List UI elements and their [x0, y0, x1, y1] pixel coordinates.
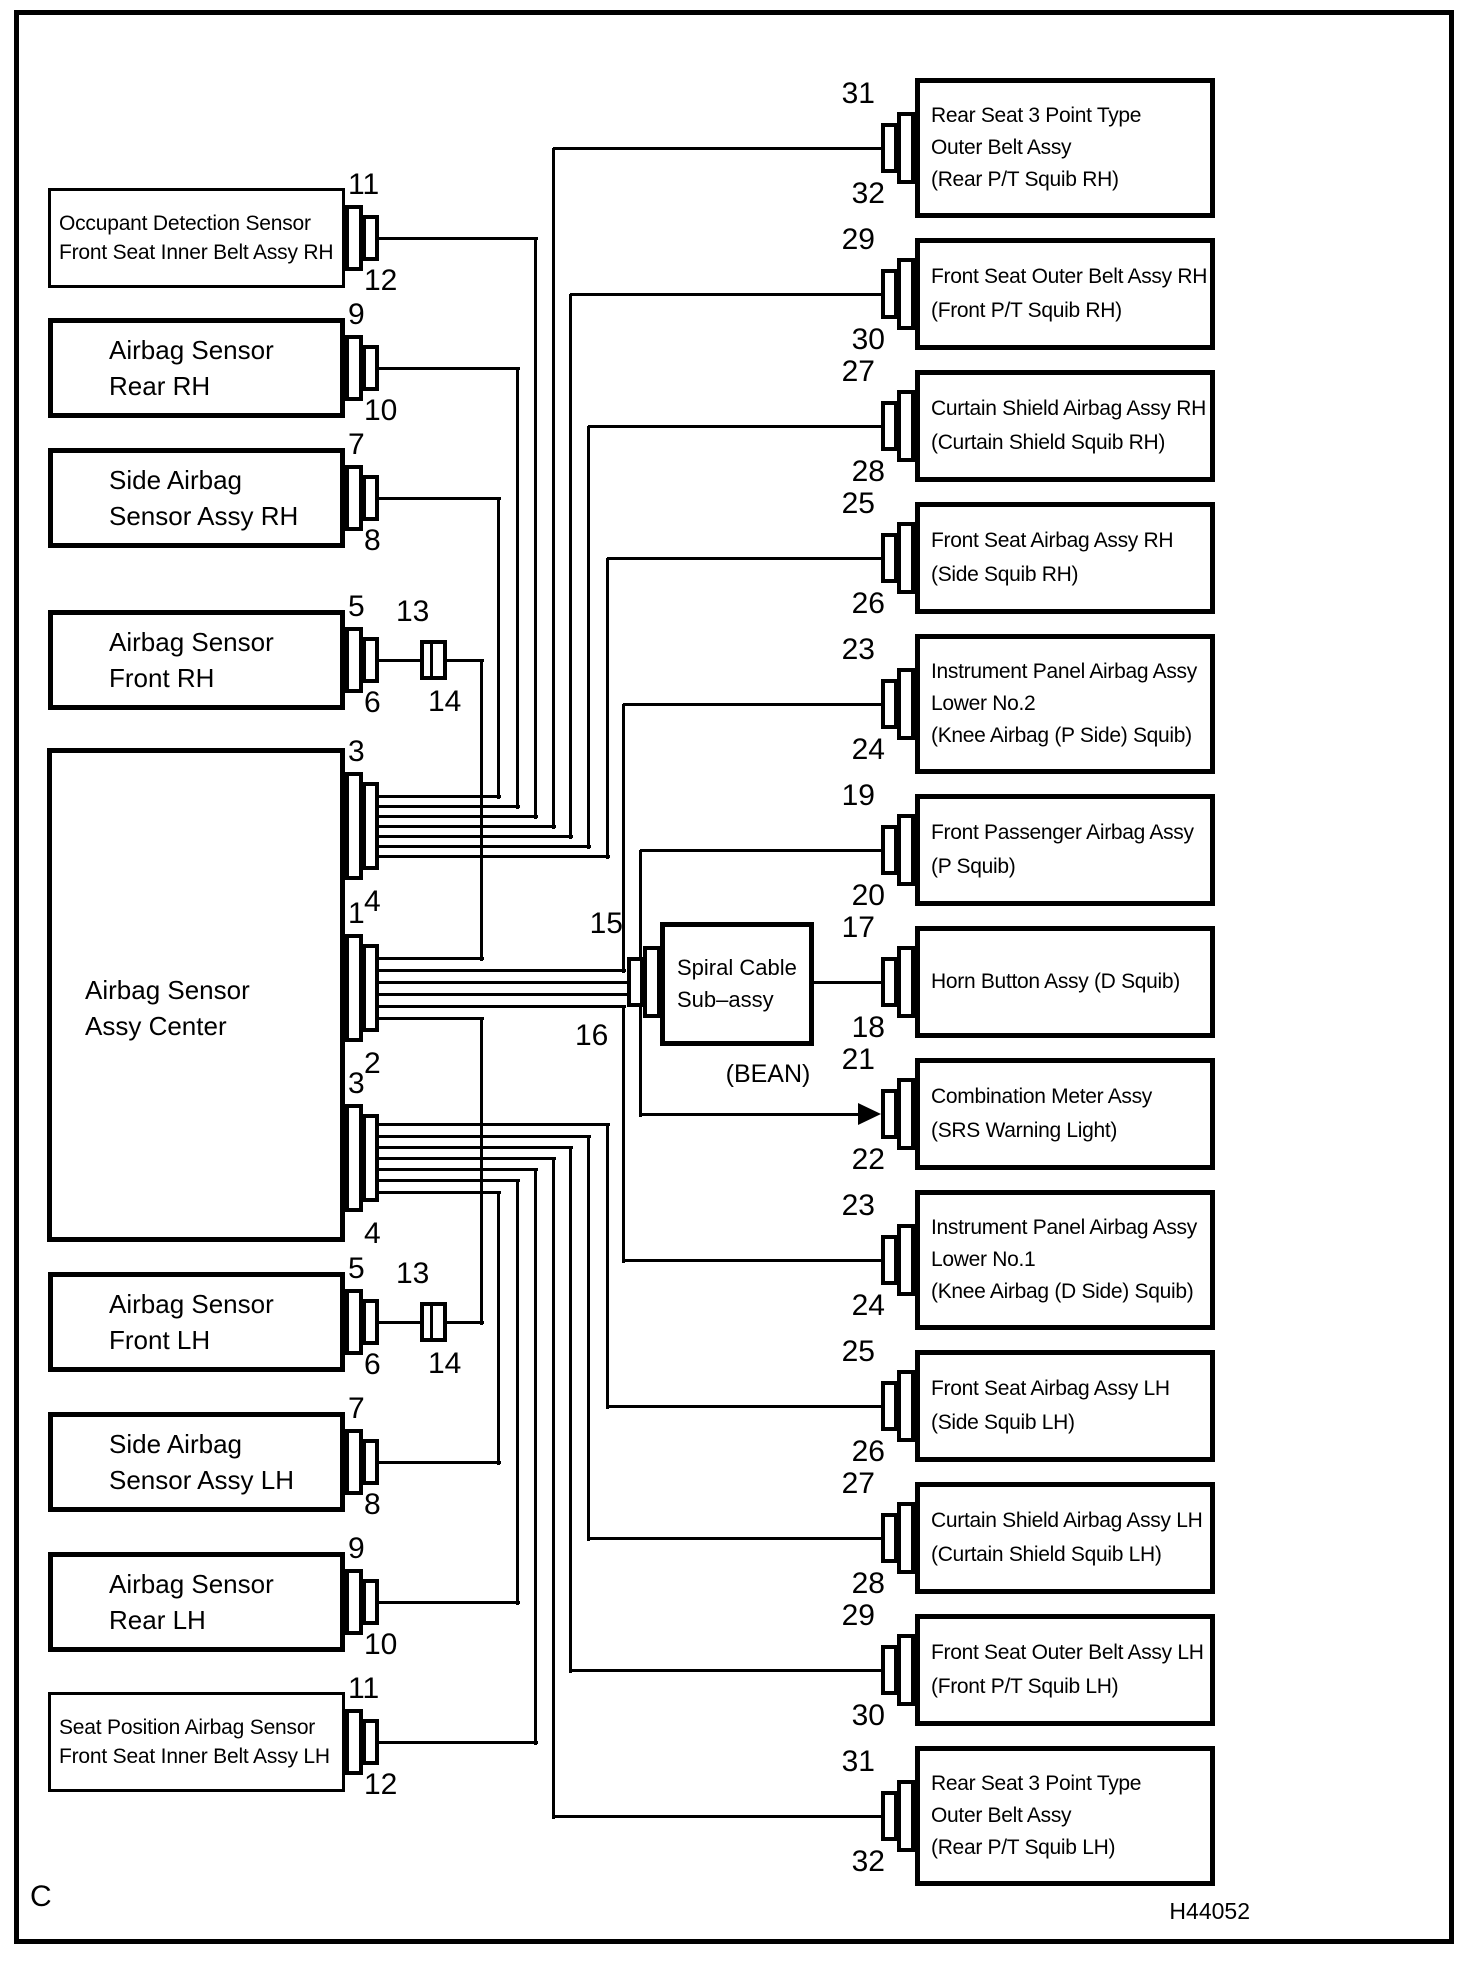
connector-num-30-front-seat-outer-belt-assy-lh: 30 [851, 1699, 885, 1732]
wire-side-sensor-lh [378, 1191, 501, 1194]
connector-tab-outer-airbag-sensor-rear-rh [362, 345, 379, 391]
wire-front-belt-squib-lh [378, 1146, 573, 1149]
occupant-detection-sensor-front-seat-inner-belt-rh-label: Front Seat Inner Belt Assy RH [59, 241, 334, 264]
side-airbag-sensor-assy-rh-label: Side Airbag [109, 465, 242, 495]
wire-occupant-rh [534, 238, 537, 819]
connector-tab-outer-instrument-panel-airbag-assy-lower-no2 [881, 679, 898, 729]
rear-seat-3-point-outer-belt-assy-lh-label: Outer Belt Assy [931, 1804, 1072, 1827]
connector-tab-rear-seat-3-point-outer-belt-assy-rh [897, 112, 915, 184]
connector-tab-airbag-sensor-rear-lh [345, 1569, 363, 1635]
connector-tab-front-seat-airbag-assy-rh [897, 522, 915, 594]
rear-seat-3-point-outer-belt-assy-lh-label: Rear Seat 3 Point Type [931, 1772, 1142, 1795]
connector-num-11-occupant-detection-sensor-front-seat-inner-belt-rh: 11 [348, 168, 380, 201]
connector-num-3-center: 3 [348, 735, 365, 768]
spiral-cable-sub-assy-label: Sub–assy [677, 987, 774, 1012]
wire-side-sensor-rh [497, 498, 500, 799]
occupant-detection-sensor-front-seat-inner-belt-rh-label: Occupant Detection Sensor [59, 212, 311, 235]
airbag-sensor-rear-lh-label: Airbag Sensor [109, 1569, 274, 1599]
box-occupant-detection-sensor-front-seat-inner-belt-rh [48, 188, 345, 288]
connector-num-6-airbag-sensor-front-lh: 6 [364, 1348, 381, 1381]
connector-num-14-airbag-sensor-front-lh: 14 [428, 1347, 462, 1380]
rear-seat-3-point-outer-belt-assy-rh-label: Rear Seat 3 Point Type [931, 104, 1142, 127]
connector-num-7-side-airbag-sensor-assy-rh: 7 [348, 428, 365, 461]
wire-rear-seat-squib-rh [378, 825, 556, 828]
center-connector-tab-outer [362, 782, 379, 870]
wire-knee-d-squib [622, 1006, 625, 1263]
wire-knee-p-squib [623, 703, 884, 706]
connector-tab-front-seat-outer-belt-assy-rh [897, 258, 915, 330]
front-seat-airbag-assy-rh-label: (Side Squib RH) [931, 563, 1079, 586]
connector-tab-rear-seat-3-point-outer-belt-assy-lh [897, 1780, 915, 1852]
wire-front-sensor-lh-b [480, 1018, 483, 1325]
connector-num-13-airbag-sensor-front-rh: 13 [396, 595, 430, 628]
center-connector-tab [345, 934, 363, 1042]
connector-tab-outer-seat-position-airbag-sensor-front-seat-inner-belt-lh [362, 1719, 379, 1765]
box-airbag-sensor-rear-lh [48, 1552, 345, 1652]
combination-meter-assy-label: Combination Meter Assy [931, 1085, 1152, 1108]
connector-num-16-spiral: 16 [575, 1019, 609, 1052]
curtain-shield-airbag-assy-rh-label: (Curtain Shield Squib RH) [931, 431, 1166, 454]
wire-seat-position-lh [378, 1168, 538, 1171]
airbag-sensor-assy-center-label: Assy Center [85, 1011, 227, 1041]
airbag-sensor-assy-center-label: Airbag Sensor [85, 975, 250, 1005]
spiral-cable-sub-assy-label: Spiral Cable [677, 955, 797, 980]
center-connector-tab-outer [362, 1114, 379, 1202]
airbag-sensor-rear-lh-label: Rear LH [109, 1605, 206, 1635]
inline-connector-divider [430, 642, 433, 678]
inline-connector-divider [430, 1304, 433, 1340]
wire-rear-sensor-lh [378, 1601, 520, 1604]
connector-num-32-rear-seat-3-point-outer-belt-assy-lh: 32 [851, 1845, 885, 1878]
connector-num-24-instrument-panel-airbag-assy-lower-no2: 24 [851, 733, 885, 766]
box-rear-seat-3-point-outer-belt-assy-rh [915, 78, 1215, 218]
connector-tab-front-seat-outer-belt-assy-lh [897, 1634, 915, 1706]
wire-knee-d-squib [378, 1005, 626, 1008]
connector-tab-instrument-panel-airbag-assy-lower-no2 [897, 668, 915, 740]
connector-tab-front-passenger-airbag-assy [897, 814, 915, 886]
connector-num-10-airbag-sensor-rear-lh: 10 [364, 1628, 398, 1661]
connector-tab-airbag-sensor-front-lh [345, 1289, 363, 1355]
wire-spiral-to-horn [814, 981, 884, 984]
connector-num-24-instrument-panel-airbag-assy-lower-no1: 24 [851, 1289, 885, 1322]
box-front-seat-outer-belt-assy-lh [915, 1614, 1215, 1726]
wire-side-squib-lh [378, 1123, 610, 1126]
connector-tab-outer-airbag-sensor-rear-lh [362, 1579, 379, 1625]
wire-curtain-squib-lh [378, 1135, 591, 1138]
connector-num-28-curtain-shield-airbag-assy-lh: 28 [851, 1567, 885, 1600]
wire-knee-p-squib [378, 969, 626, 972]
connector-num-26-front-seat-airbag-assy-rh: 26 [851, 587, 885, 620]
front-seat-outer-belt-assy-lh-label: (Front P/T Squib LH) [931, 1675, 1119, 1698]
connector-num-1-center: 1 [348, 897, 365, 930]
connector-tab-front-seat-airbag-assy-lh [897, 1370, 915, 1442]
connector-tab-outer-airbag-sensor-front-lh [362, 1299, 379, 1345]
instrument-panel-airbag-assy-lower-no2-label: Lower No.2 [931, 692, 1036, 715]
box-airbag-sensor-front-rh [48, 610, 345, 710]
connector-tab-outer-front-seat-airbag-assy-lh [881, 1381, 898, 1431]
wire-curtain-squib-lh [587, 1136, 590, 1541]
corner-label: C [30, 1880, 52, 1913]
connector-num-7-side-airbag-sensor-assy-lh: 7 [348, 1392, 365, 1425]
connector-tab-side-airbag-sensor-assy-lh [345, 1429, 363, 1495]
wire-front-belt-squib-rh [569, 294, 572, 839]
connector-num-18-horn-button-assy: 18 [851, 1011, 885, 1044]
box-airbag-sensor-rear-rh [48, 318, 345, 418]
connector-num-10-airbag-sensor-rear-rh: 10 [364, 394, 398, 427]
connector-num-9-airbag-sensor-rear-rh: 9 [348, 298, 365, 331]
wire-rear-seat-squib-rh [552, 148, 555, 829]
connector-tab-spiral-cable-sub-assy [643, 946, 661, 1018]
connector-tab-outer-curtain-shield-airbag-assy-lh [881, 1513, 898, 1563]
horn-button-assy-label: Horn Button Assy (D Squib) [931, 970, 1180, 993]
wire-rear-sensor-lh [516, 1180, 519, 1605]
connector-num-31-rear-seat-3-point-outer-belt-assy-lh: 31 [841, 1745, 875, 1778]
wire-rear-sensor-rh [378, 367, 520, 370]
connector-num-29-front-seat-outer-belt-assy-lh: 29 [841, 1599, 875, 1632]
box-combination-meter-assy [915, 1058, 1215, 1170]
connector-num-19-front-passenger-airbag-assy: 19 [841, 779, 875, 812]
connector-num-22-combination-meter-assy: 22 [851, 1143, 885, 1176]
instrument-panel-airbag-assy-lower-no1-label: Lower No.1 [931, 1248, 1036, 1271]
connector-num-12-occupant-detection-sensor-front-seat-inner-belt-rh: 12 [364, 264, 398, 297]
connector-num-29-front-seat-outer-belt-assy-rh: 29 [841, 223, 875, 256]
connector-tab-outer-spiral-cable-sub-assy [627, 957, 644, 1007]
airbag-sensor-front-rh-label: Front RH [109, 663, 215, 693]
wire-front-belt-squib-lh [570, 1669, 884, 1672]
box-curtain-shield-airbag-assy-lh [915, 1482, 1215, 1594]
connector-tab-outer-rear-seat-3-point-outer-belt-assy-lh [881, 1791, 898, 1841]
connector-num-6-airbag-sensor-front-rh: 6 [364, 686, 381, 719]
wire-front-sensor-rh-b [480, 660, 483, 961]
connector-num-4-center: 4 [364, 885, 381, 918]
wire-side-squib-lh [606, 1124, 609, 1409]
connector-num-21-combination-meter-assy: 21 [841, 1043, 875, 1076]
box-instrument-panel-airbag-assy-lower-no2 [915, 634, 1215, 774]
connector-num-31-rear-seat-3-point-outer-belt-assy-rh: 31 [841, 77, 875, 110]
connector-tab-curtain-shield-airbag-assy-rh [897, 390, 915, 462]
airbag-sensor-rear-rh-label: Airbag Sensor [109, 335, 274, 365]
connector-num-25-front-seat-airbag-assy-rh: 25 [841, 487, 875, 520]
connector-tab-outer-side-airbag-sensor-assy-rh [362, 475, 379, 521]
wire-rear-seat-squib-lh [553, 1815, 884, 1818]
inline-connector-13-14-airbag-sensor-front-lh [420, 1302, 447, 1342]
curtain-shield-airbag-assy-lh-label: (Curtain Shield Squib LH) [931, 1543, 1162, 1566]
wire-rear-sensor-lh [378, 1179, 520, 1182]
connector-num-12-seat-position-airbag-sensor-front-seat-inner-belt-lh: 12 [364, 1768, 398, 1801]
box-rear-seat-3-point-outer-belt-assy-lh [915, 1746, 1215, 1886]
connector-num-5-airbag-sensor-front-lh: 5 [348, 1252, 365, 1285]
connector-num-3-center: 3 [348, 1067, 365, 1100]
connector-num-27-curtain-shield-airbag-assy-rh: 27 [841, 355, 875, 388]
wire-rear-seat-squib-lh [378, 1157, 556, 1160]
box-curtain-shield-airbag-assy-rh [915, 370, 1215, 482]
inline-connector-13-14-airbag-sensor-front-rh [420, 640, 447, 680]
wire-front-sensor-rh-b [447, 659, 484, 662]
instrument-panel-airbag-assy-lower-no1-label: (Knee Airbag (D Side) Squib) [931, 1280, 1194, 1303]
connector-num-23-instrument-panel-airbag-assy-lower-no1: 23 [841, 1189, 875, 1222]
seat-position-airbag-sensor-front-seat-inner-belt-lh-label: Seat Position Airbag Sensor [59, 1716, 316, 1739]
connector-tab-outer-rear-seat-3-point-outer-belt-assy-rh [881, 123, 898, 173]
front-passenger-airbag-assy-label: Front Passenger Airbag Assy [931, 821, 1194, 844]
bean-label: (BEAN) [725, 1060, 811, 1088]
connector-tab-outer-front-seat-airbag-assy-rh [881, 533, 898, 583]
box-instrument-panel-airbag-assy-lower-no1 [915, 1190, 1215, 1330]
box-front-passenger-airbag-assy [915, 794, 1215, 906]
front-seat-outer-belt-assy-lh-label: Front Seat Outer Belt Assy LH [931, 1641, 1204, 1664]
connector-num-9-airbag-sensor-rear-lh: 9 [348, 1532, 365, 1565]
connector-num-28-curtain-shield-airbag-assy-rh: 28 [851, 455, 885, 488]
box-horn-button-assy [915, 926, 1215, 1038]
connector-tab-outer-front-seat-outer-belt-assy-rh [881, 269, 898, 319]
connector-tab-airbag-sensor-rear-rh [345, 335, 363, 401]
center-connector-tab [345, 772, 363, 880]
side-airbag-sensor-assy-rh-label: Sensor Assy RH [109, 501, 299, 531]
wire-front-sensor-rh-a [378, 659, 423, 662]
connector-tab-outer-instrument-panel-airbag-assy-lower-no1 [881, 1235, 898, 1285]
wire-passenger-to-box [640, 849, 884, 852]
connector-tab-horn-button-assy [897, 946, 915, 1018]
connector-num-5-airbag-sensor-front-rh: 5 [348, 590, 365, 623]
airbag-sensor-front-lh-label: Airbag Sensor [109, 1289, 274, 1319]
wire-occupant-rh [378, 815, 538, 818]
connector-num-11-seat-position-airbag-sensor-front-seat-inner-belt-lh: 11 [348, 1672, 380, 1705]
front-seat-airbag-assy-lh-label: Front Seat Airbag Assy LH [931, 1377, 1170, 1400]
figure-id: H44052 [1169, 1898, 1250, 1924]
front-seat-airbag-assy-rh-label: Front Seat Airbag Assy RH [931, 529, 1174, 552]
connector-tab-instrument-panel-airbag-assy-lower-no1 [897, 1224, 915, 1296]
wire-curtain-squib-rh [588, 425, 884, 428]
wire-side-sensor-rh [378, 795, 501, 798]
wire-seat-position-lh [534, 1169, 537, 1745]
seat-position-airbag-sensor-front-seat-inner-belt-lh-label: Front Seat Inner Belt Assy LH [59, 1745, 330, 1768]
connector-tab-outer-front-passenger-airbag-assy [881, 825, 898, 875]
connector-num-15-spiral: 15 [589, 907, 623, 940]
side-airbag-sensor-assy-lh-label: Side Airbag [109, 1429, 242, 1459]
connector-tab-outer-occupant-detection-sensor-front-seat-inner-belt-rh [362, 215, 379, 261]
connector-tab-airbag-sensor-front-rh [345, 627, 363, 693]
box-front-seat-outer-belt-assy-rh [915, 238, 1215, 350]
connector-tab-combination-meter-assy [897, 1078, 915, 1150]
connector-tab-outer-airbag-sensor-front-rh [362, 637, 379, 683]
wire-front-sensor-lh-a [378, 1321, 423, 1324]
connector-num-32-rear-seat-3-point-outer-belt-assy-rh: 32 [851, 177, 885, 210]
wire-spiral-in [378, 981, 630, 984]
box-seat-position-airbag-sensor-front-seat-inner-belt-lh [48, 1692, 345, 1792]
wire-knee-d-squib [623, 1259, 884, 1262]
connector-tab-outer-combination-meter-assy [881, 1089, 898, 1139]
connector-tab-side-airbag-sensor-assy-rh [345, 465, 363, 531]
instrument-panel-airbag-assy-lower-no1-label: Instrument Panel Airbag Assy [931, 1216, 1197, 1239]
wire-rear-seat-squib-lh [552, 1158, 555, 1819]
front-seat-airbag-assy-lh-label: (Side Squib LH) [931, 1411, 1075, 1434]
wire-front-sensor-rh-b [378, 957, 484, 960]
connector-num-26-front-seat-airbag-assy-lh: 26 [851, 1435, 885, 1468]
connector-num-20-front-passenger-airbag-assy: 20 [851, 879, 885, 912]
wire-side-sensor-lh [378, 1461, 501, 1464]
connector-tab-outer-curtain-shield-airbag-assy-rh [881, 401, 898, 451]
box-airbag-sensor-front-lh [48, 1272, 345, 1372]
front-seat-outer-belt-assy-rh-label: (Front P/T Squib RH) [931, 299, 1122, 322]
wire-rear-sensor-rh [378, 805, 520, 808]
rear-seat-3-point-outer-belt-assy-rh-label: Outer Belt Assy [931, 136, 1072, 159]
wire-curtain-squib-rh [378, 845, 591, 848]
wire-occupant-rh [378, 237, 538, 240]
airbag-sensor-front-lh-label: Front LH [109, 1325, 211, 1355]
box-side-airbag-sensor-assy-rh [48, 448, 345, 548]
connector-num-13-airbag-sensor-front-lh: 13 [396, 1257, 430, 1290]
wire-side-squib-lh [607, 1405, 884, 1408]
box-spiral-cable-sub-assy [660, 922, 814, 1046]
connector-tab-outer-side-airbag-sensor-assy-lh [362, 1439, 379, 1485]
connector-num-30-front-seat-outer-belt-assy-rh: 30 [851, 323, 885, 356]
airbag-sensor-rear-rh-label: Rear RH [109, 371, 211, 401]
front-seat-outer-belt-assy-rh-label: Front Seat Outer Belt Assy RH [931, 265, 1208, 288]
connector-tab-occupant-detection-sensor-front-seat-inner-belt-rh [345, 205, 363, 271]
center-connector-tab [345, 1104, 363, 1212]
box-front-seat-airbag-assy-rh [915, 502, 1215, 614]
box-label-block-airbag-sensor-assy-center [85, 972, 325, 1052]
connector-num-14-airbag-sensor-front-rh: 14 [428, 685, 462, 718]
box-side-airbag-sensor-assy-lh [48, 1412, 345, 1512]
instrument-panel-airbag-assy-lower-no2-label: Instrument Panel Airbag Assy [931, 660, 1197, 683]
connector-num-27-curtain-shield-airbag-assy-lh: 27 [841, 1467, 875, 1500]
wire-side-squib-rh [378, 855, 610, 858]
box-front-seat-airbag-assy-lh [915, 1350, 1215, 1462]
wire-side-sensor-lh [497, 1192, 500, 1465]
front-passenger-airbag-assy-label: (P Squib) [931, 855, 1016, 878]
rear-seat-3-point-outer-belt-assy-rh-label: (Rear P/T Squib RH) [931, 168, 1119, 191]
wire-front-sensor-lh-b [447, 1321, 484, 1324]
wire-rear-sensor-rh [516, 368, 519, 809]
connector-num-17-horn-button-assy: 17 [841, 911, 875, 944]
wire-side-sensor-rh [378, 497, 501, 500]
wire-curtain-squib-lh [588, 1537, 884, 1540]
instrument-panel-airbag-assy-lower-no2-label: (Knee Airbag (P Side) Squib) [931, 724, 1192, 747]
connector-tab-outer-front-seat-outer-belt-assy-lh [881, 1645, 898, 1695]
connector-num-8-side-airbag-sensor-assy-rh: 8 [364, 524, 381, 557]
wire-side-squib-rh [607, 557, 884, 560]
wire-front-belt-squib-rh [570, 293, 884, 296]
curtain-shield-airbag-assy-rh-label: Curtain Shield Airbag Assy RH [931, 397, 1206, 420]
curtain-shield-airbag-assy-lh-label: Curtain Shield Airbag Assy LH [931, 1509, 1203, 1532]
connector-num-8-side-airbag-sensor-assy-lh: 8 [364, 1488, 381, 1521]
wire-passenger-branch [378, 993, 643, 996]
wire-front-belt-squib-rh [378, 835, 573, 838]
wire-curtain-squib-rh [587, 426, 590, 849]
connector-tab-curtain-shield-airbag-assy-lh [897, 1502, 915, 1574]
connector-num-25-front-seat-airbag-assy-lh: 25 [841, 1335, 875, 1368]
connector-tab-seat-position-airbag-sensor-front-seat-inner-belt-lh [345, 1709, 363, 1775]
side-airbag-sensor-assy-lh-label: Sensor Assy LH [109, 1465, 294, 1495]
connector-num-2-center: 2 [364, 1047, 381, 1080]
airbag-sensor-front-rh-label: Airbag Sensor [109, 627, 274, 657]
connector-num-4-center: 4 [364, 1217, 381, 1250]
combination-meter-assy-label: (SRS Warning Light) [931, 1119, 1118, 1142]
wire-seat-position-lh [378, 1741, 538, 1744]
wire-rear-seat-squib-rh [553, 147, 884, 150]
center-connector-tab-outer [362, 944, 379, 1032]
wire-front-sensor-lh-b [378, 1017, 484, 1020]
connector-num-23-instrument-panel-airbag-assy-lower-no2: 23 [841, 633, 875, 666]
wire-front-belt-squib-lh [569, 1147, 572, 1673]
wire-bean-line [640, 1113, 863, 1116]
wire-side-squib-rh [606, 558, 609, 859]
connector-tab-outer-horn-button-assy [881, 957, 898, 1007]
rear-seat-3-point-outer-belt-assy-lh-label: (Rear P/T Squib LH) [931, 1836, 1116, 1859]
